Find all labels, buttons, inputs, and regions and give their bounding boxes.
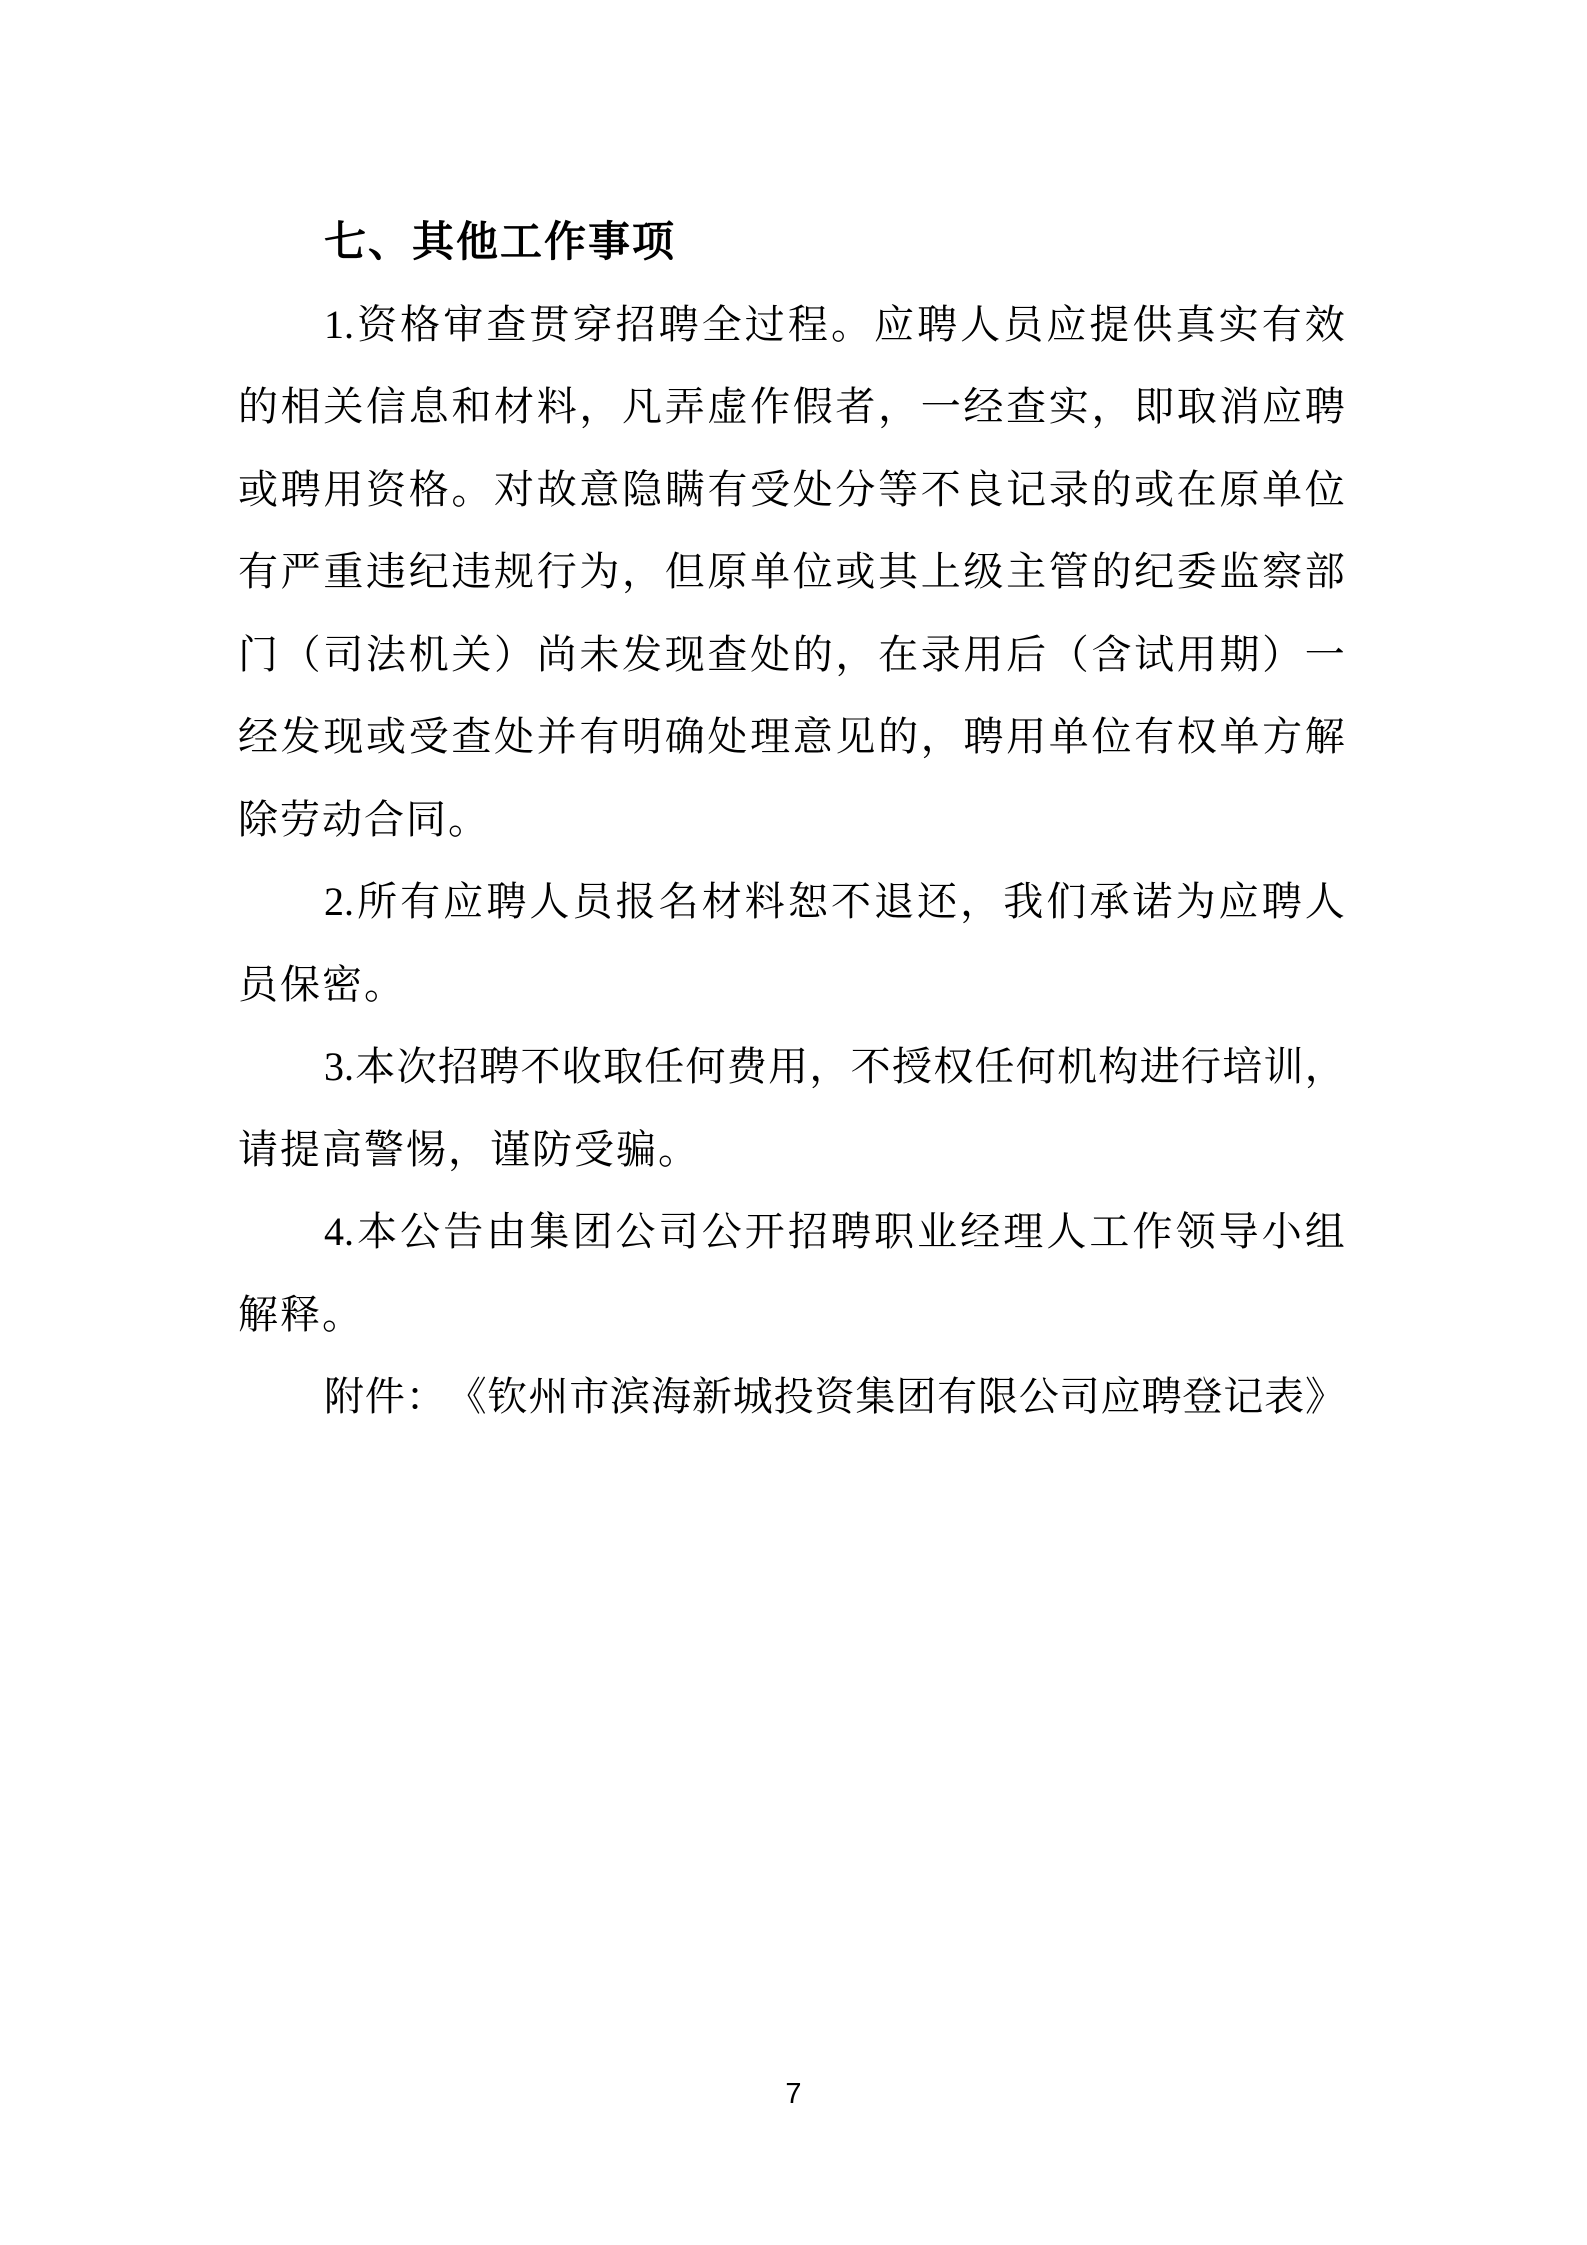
text-line: 有 严 重 违 纪 违 规 行 为 ， 但 原 单 位 或 其 上 级 主 管 的 纪 委 监 察 部 bbox=[238, 549, 1345, 594]
text-line: 1. 资 格 审 查 贯 穿 招 聘 全 过 程 。 应 聘 人 员 应 提 供 真 实 有 效 bbox=[324, 301, 1345, 347]
page-number: 7 bbox=[785, 2078, 802, 2110]
text-line: 经 发 现 或 受 查 处 并 有 明 确 处 理 意 见 的 ， 聘 用 单 位 有 权 单 方 解 bbox=[238, 714, 1345, 759]
text-line: 员保密。 bbox=[238, 961, 406, 1007]
text-line: 3. 本 次 招 聘 不 收 取 任 何 费 用 ， 不 授 权 任 何 机 构 进 行 培 训 ， bbox=[324, 1044, 1345, 1089]
text-line: 解释。 bbox=[238, 1291, 364, 1337]
text-line: 的 相 关 信 息 和 材 料 ， 凡 弄 虚 作 假 者 ， 一 经 查 实 ， 即 取 消 应 聘 bbox=[238, 384, 1345, 429]
text-block bbox=[238, 201, 1345, 1439]
text-line: 2. 所 有 应 聘 人 员 报 名 材 料 恕 不 退 还 ， 我 们 承 诺 为 应 聘 人 bbox=[324, 879, 1345, 924]
text-line: 请提高警惕，谨防受骗。 bbox=[238, 1126, 700, 1172]
text-line: 除劳动合同。 bbox=[238, 796, 490, 842]
attachment-line: 附 件 ： 《 钦 州 市 滨 海 新 城 投 资 集 团 有 限 公 司 应 聘 登 记 表 》 bbox=[324, 1374, 1345, 1419]
section-heading: 七、其他工作事项 bbox=[324, 218, 677, 265]
text-line: 门 （ 司 法 机 关 ） 尚 未 发 现 查 处 的 ， 在 录 用 后 （ 含 试 用 期 ） 一 bbox=[238, 631, 1345, 677]
text-line: 4. 本 公 告 由 集 团 公 司 公 开 招 聘 职 业 经 理 人 工 作 领 导 小 组 bbox=[324, 1209, 1345, 1254]
text-line: 或 聘 用 资 格 。 对 故 意 隐 瞒 有 受 处 分 等 不 良 记 录 的 或 在 原 单 位 bbox=[238, 466, 1345, 512]
